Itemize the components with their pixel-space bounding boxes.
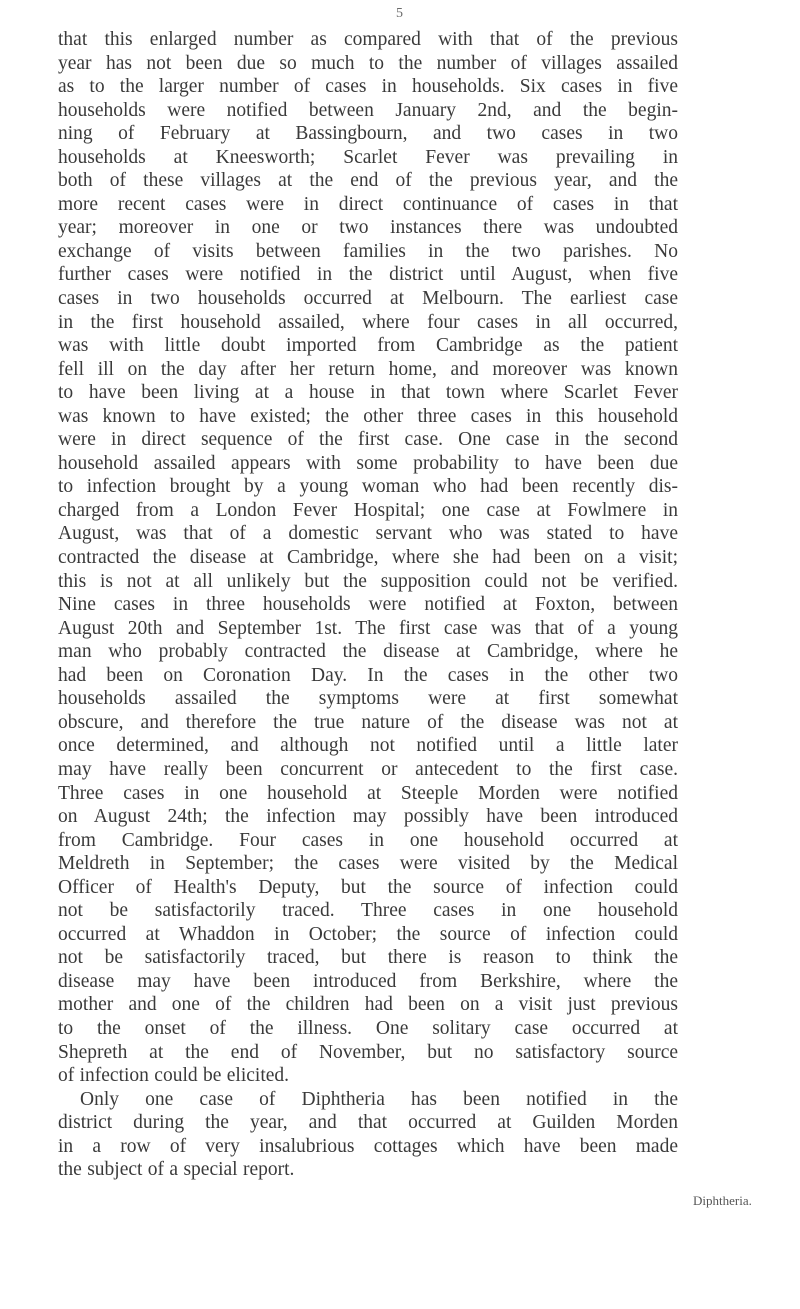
text-line: mother and one of the children had been on a visit just previous [58,994,678,1016]
text-line: Meldreth in September; the cases were visited by the Medical [58,853,678,875]
margin-note-diphtheria: Diphtheria. [693,1193,752,1208]
text-line: Nine cases in three households were notified at Foxton, between [58,594,678,616]
text-line: to the onset of the illness. One solitary case occurred at [58,1017,678,1039]
text-line: from Cambridge. Four cases in one household occurred at [58,829,678,851]
text-line: had been on Coronation Day. In the cases in the other two [58,664,678,686]
text-line: as to the larger number of cases in households. Six cases in five [58,76,678,98]
text-line: ning of February at Bassingbourn, and two cases in two [58,123,678,145]
text-line: once determined, and although not notified until a little later [58,735,678,757]
text-line: year has not been due so much to the number of villages assailed [58,52,678,74]
text-line: in a row of very insalubrious cottages which have been made [58,1135,678,1157]
body-text [58,28,678,1182]
text-line: households assailed the symptoms were at first somewhat [58,688,678,710]
text-line: district during the year, and that occurred at Guilden Morden [58,1112,678,1134]
text-line: obscure, and therefore the true nature of the disease was not at [58,711,678,733]
text-line: not be satisfactorily traced, but there is reason to think the [58,947,678,969]
text-line: to infection brought by a young woman who had been recently dis- [58,476,678,498]
text-line: man who probably contracted the disease at Cambridge, where he [58,641,678,663]
text-line: the subject of a special report. [58,1159,295,1181]
text-line: may have really been concurrent or antecedent to the first case. [58,758,678,780]
text-line: Officer of Health's Deputy, but the source of infection could [58,876,678,898]
text-line: households at Kneesworth; Scarlet Fever was prevailing in [58,146,678,168]
text-line: this is not at all unlikely but the supposition could not be verified. [58,570,678,592]
page-number: 5 [396,6,404,21]
text-line: cases in two households occurred at Melbourn. The earliest case [58,288,678,310]
text-line: charged from a London Fever Hospital; one case at Fowlmere in [58,499,678,521]
text-line: that this enlarged number as compared with that of the previous [58,29,678,50]
text-line: exchange of visits between families in the two parishes. No [58,240,678,262]
text-line: not be satisfactorily traced. Three cases in one household [58,900,678,922]
text-line: disease may have been introduced from Berkshire, where the [58,970,678,992]
text-line: further cases were notified in the district until August, when five [58,264,678,286]
text-line: was with little doubt imported from Cambridge as the patient [58,335,678,357]
text-line: contracted the disease at Cambridge, where she had been on a visit; [58,547,678,569]
text-line: more recent cases were in direct continuance of cases in that [58,193,678,215]
text-line: occurred at Whaddon in October; the source of infection could [58,923,678,945]
text-line: fell ill on the day after her return home, and moreover was known [58,358,678,380]
text-line: households were notified between January 2nd, and the begin- [58,99,678,121]
text-line: of infection could be elicited. [58,1065,290,1087]
text-line: to have been living at a house in that town where Scarlet Fever [58,382,678,404]
text-line: Only one case of Diphtheria has been notified in the [80,1088,678,1110]
text-line: on August 24th; the infection may possibly have been introduced [58,806,678,828]
text-line: August, was that of a domestic servant who was stated to have [58,523,678,545]
text-line: household assailed appears with some probability to have been due [58,452,678,474]
text-line: year; moreover in one or two instances there was undoubted [58,217,678,239]
text-line: in the first household assailed, where four cases in all occurred, [58,311,678,333]
text-line: Three cases in one household at Steeple Morden were notified [58,782,678,804]
text-line: was known to have existed; the other three cases in this household [58,405,678,427]
text-line: both of these villages at the end of the previous year, and the [58,170,678,192]
text-line: Shepreth at the end of November, but no satisfactory source [58,1041,678,1063]
text-line: were in direct sequence of the first case. One case in the second [58,429,678,451]
text-line: August 20th and September 1st. The first case was that of a young [58,617,678,639]
